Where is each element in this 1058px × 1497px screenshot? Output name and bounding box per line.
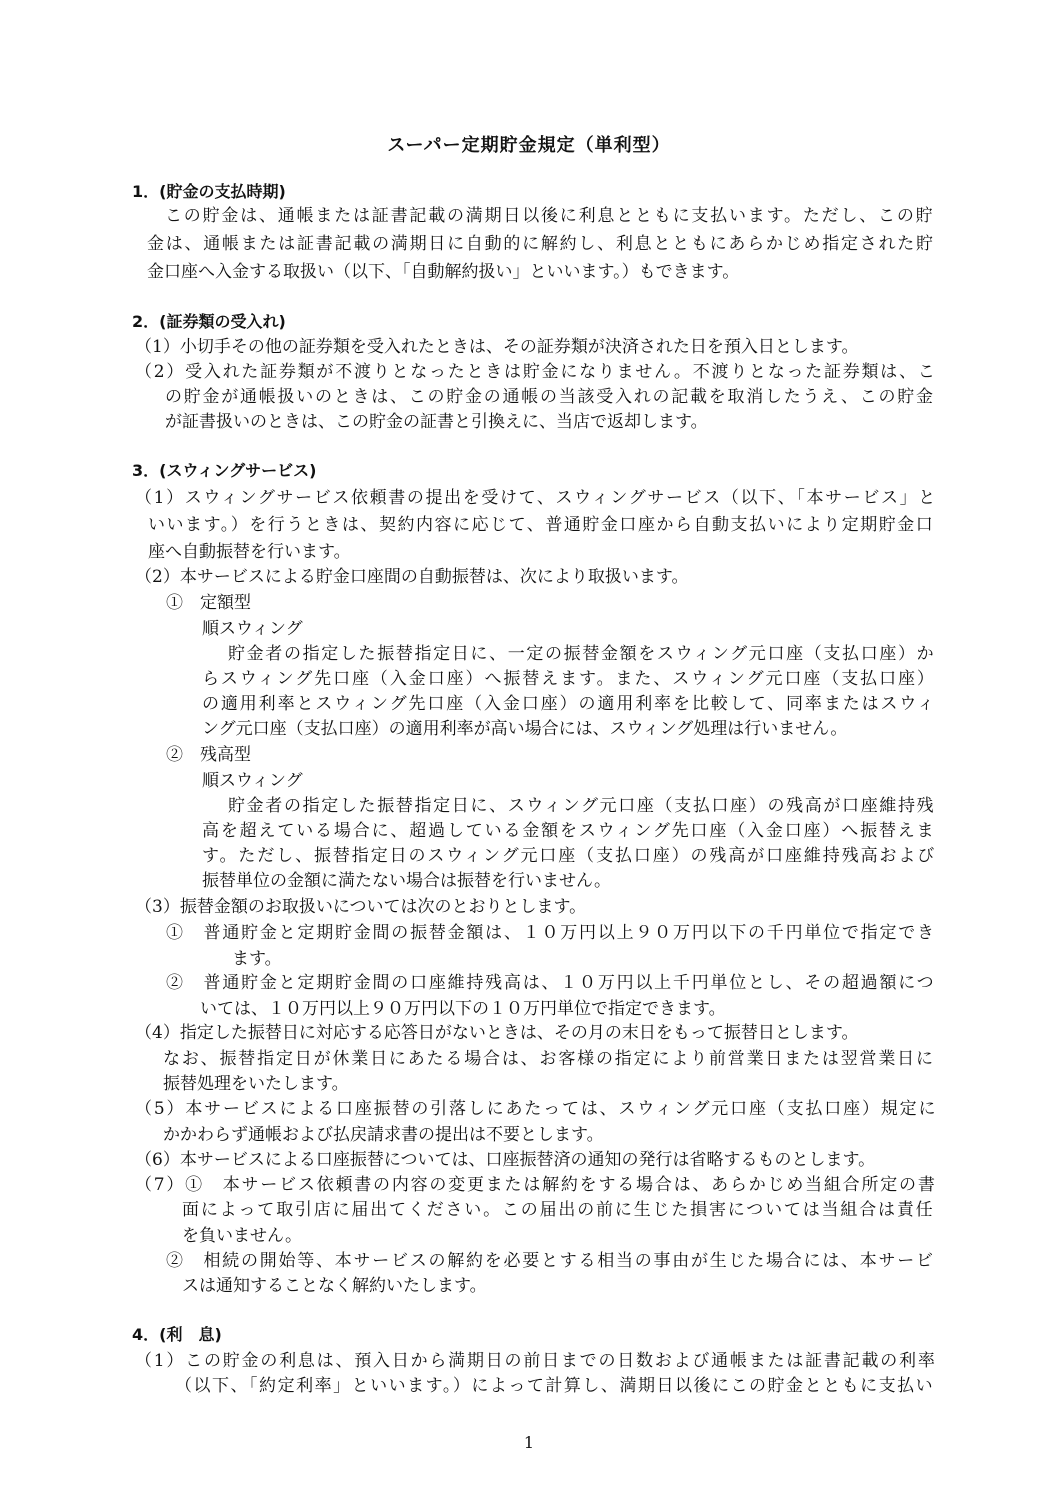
section-heading: 1．(貯金の支払時期) [132, 182, 286, 201]
text-line: 金口座へ入金する取扱い（以下、「自動解約扱い」といいます。）もできます。 [147, 262, 740, 282]
text-line: （2）本サービスによる貯金口座間の自動振替は、次により取扱います。 [135, 567, 689, 587]
text-line: （4）指定した振替日に対応する応答日がないときは、その月の末日をもって振替日とします。 [135, 1023, 859, 1043]
text-line: （1）小切手その他の証券類を受入れたときは、その証券類が決済された日を預入日とします。 [135, 337, 859, 357]
text-line: ング元口座（支払口座）の適用利率が高い場合には、スウィング処理は行いません。 [202, 719, 848, 739]
text-line: 振替単位の金額に満たない場合は振替を行いません。 [202, 871, 612, 891]
text-line: の適用利率とスウィング先口座（入金口座）の適用利率を比較して、同率またはスウィ [202, 694, 937, 714]
text-line: 面によって取引店に届出てください。この届出の前に生じた損害については当組合は責任 [182, 1200, 935, 1220]
text-line: ① 普通貯金と定期貯金間の振替金額は、１０万円以上９０万円以下の千円単位で指定でき [166, 923, 936, 943]
text-line: ② 残高型 [166, 745, 251, 765]
text-line: を負いません。 [182, 1226, 303, 1246]
text-line: この貯金は、通帳または証書記載の満期日以後に利息とともに支払います。ただし、この貯 [165, 206, 935, 226]
text-line: （5）本サービスによる口座振替の引落しにあたっては、スウィング元口座（支払口座）規定に [135, 1099, 938, 1119]
text-line: 貯金者の指定した振替指定日に、一定の振替金額をスウィング元口座（支払口座）か [228, 644, 936, 664]
text-line: （以下、「約定利率」といいます。）によって計算し、満期日以後にこの貯金とともに支払い [175, 1376, 935, 1396]
text-line: （3）振替金額のお取扱いについては次のとおりとします。 [135, 897, 587, 917]
section-heading: 3．(スウィングサービス) [132, 461, 317, 480]
text-line: （1）スウィングサービス依頼書の提出を受けて、スウィングサービス（以下、「本サービス」と [135, 488, 937, 508]
text-line: ① 定額型 [166, 593, 251, 613]
text-line: ② 普通貯金と定期貯金間の口座維持残高は、１０万円以上千円単位とし、その超過額につ [166, 973, 936, 993]
text-line: かかわらず通帳および払戻請求書の提出は不要とします。 [163, 1125, 604, 1145]
text-line: す。ただし、振替指定日のスウィング元口座（支払口座）の残高が口座維持残高および [202, 846, 937, 866]
text-line: 順スウィング [202, 771, 303, 791]
text-line: 振替処理をいたします。 [163, 1074, 349, 1094]
text-line: ます。 [232, 949, 282, 969]
page-title: スーパー定期貯金規定（単利型） [387, 135, 671, 156]
text-line: （6）本サービスによる口座振替については、口座振替済の通知の発行は省略するものとします。 [135, 1150, 876, 1170]
text-line: の貯金が通帳扱いのときは、この貯金の通帳の当該受入れの記載を取消したうえ、この貯金 [165, 387, 935, 407]
text-line: 高を超えている場合に、超過している金額をスウィング先口座（入金口座）へ振替えま [202, 821, 936, 841]
text-line: 座へ自動振替を行います。 [148, 542, 351, 562]
section-heading: 4．(利 息) [132, 1325, 222, 1344]
text-line: いては、１０万円以上９０万円以下の１０万円単位で指定できます。 [200, 999, 726, 1019]
section-heading: 2．(証券類の受入れ) [132, 312, 286, 331]
text-line: らスウィング先口座（入金口座）へ振替えます。また、スウィング元口座（支払口座） [202, 669, 936, 689]
text-line: （1）この貯金の利息は、預入日から満期日の前日までの日数および通帳または証書記載の利率 [135, 1351, 937, 1371]
text-line: いいます。）を行うときは、契約内容に応じて、普通貯金口座から自動支払いにより定期貯金口 [148, 515, 935, 535]
text-line: ② 相続の開始等、本サービスの解約を必要とする相当の事由が生じた場合には、本サービ [166, 1251, 935, 1271]
text-line: スは通知することなく解約いたします。 [182, 1276, 487, 1296]
page-number: 1 [523, 1433, 535, 1452]
text-line: （2）受入れた証券類が不渡りとなったときは貯金になりません。不渡りとなった証券類は、こ [135, 362, 937, 382]
text-line: （7）① 本サービス依頼書の内容の変更または解約をする場合は、あらかじめ当組合所定の書 [135, 1175, 937, 1195]
text-line: 貯金者の指定した振替指定日に、スウィング元口座（支払口座）の残高が口座維持残 [228, 796, 936, 816]
text-line: 順スウィング [202, 619, 303, 639]
text-line: 金は、通帳または証書記載の満期日に自動的に解約し、利息とともにあらかじめ指定された貯 [147, 234, 935, 254]
text-line: なお、振替指定日が休業日にあたる場合は、お客様の指定により前営業日または翌営業日に [163, 1049, 935, 1069]
text-line: が証書扱いのときは、この貯金の証書と引換えに、当店で返却します。 [165, 412, 708, 432]
